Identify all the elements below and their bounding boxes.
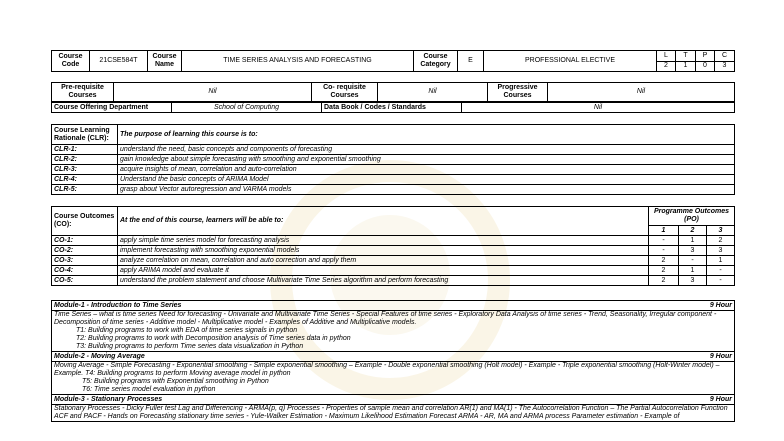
module-hours: 9 Hour — [709, 395, 732, 403]
department-table — [51, 102, 735, 113]
clr-text: Understand the basic concepts of ARIMA Model — [118, 175, 735, 185]
co-code: CO-5: — [52, 276, 118, 286]
module-title: Module-2 - Moving Average — [54, 352, 145, 360]
module-header — [52, 352, 735, 362]
co-code: CO-3: — [52, 256, 118, 266]
lab-item: T5: Building programs with Exponential smoothing in Python — [82, 378, 269, 385]
department-value: School of Computing — [172, 103, 322, 113]
po-value: - — [679, 256, 707, 266]
module-hours: 9 Hour — [709, 301, 732, 309]
module-title: Module-3 - Stationary Processes — [54, 395, 163, 403]
co-code: CO-1: — [52, 236, 118, 246]
ltpc-value-l: 2 — [657, 61, 676, 72]
module-header — [52, 301, 735, 311]
po-value: 1 — [679, 236, 707, 246]
co-text: apply ARIMA model and evaluate it — [118, 266, 649, 276]
progressive-value: Nil — [548, 83, 735, 102]
module-body — [52, 362, 735, 395]
module-content: Stationary Processes - Dicky Fuller test Lag and Differencing - ARMA(p, q) Processes - Properties of sample mean and correlation AR(1) and MA(1) - The Autocorrelation Function – The Partial Autocorrelation Function ACF and PACF - Hands on Forecasting stationary time series - Yule-Walker Estimation - Maximum Likelihood Estimation Forecast ARMA - AR, MA and ARMA process Parameter estimation - Example of — [54, 405, 728, 420]
corequisite-value: Nil — [378, 83, 488, 102]
co-intro: At the end of this course, learners will be able to: — [118, 207, 649, 236]
co-text: implement forecasting with smoothing exponential models — [118, 246, 649, 256]
ltpc-label-l: L — [657, 51, 676, 62]
co-label: Course Outcomes (CO): — [52, 207, 118, 236]
module-title: Module-1 - Introduction to Time Series — [54, 301, 182, 309]
lab-item: T6: Time series model evaluation in python — [82, 386, 216, 393]
module-body — [52, 405, 735, 422]
ltpc-label-p: P — [696, 51, 715, 62]
co-text: understand the problem statement and choose Multivariate Time Series algorithm and perform forecasting — [118, 276, 649, 286]
po-header: Programme Outcomes (PO) — [649, 207, 735, 226]
course-category: E — [458, 51, 484, 72]
clr-label: Course Learning Rationale (CLR): — [52, 125, 118, 145]
course-header-table — [51, 50, 735, 72]
modules-table — [51, 300, 735, 422]
po-value: - — [649, 246, 679, 256]
lab-item: T1: Building programs to work with EDA of time series signals in python — [76, 327, 298, 334]
clr-code: CLR-2: — [52, 155, 118, 165]
co-text: analyze correlation on mean, correlation and auto correction and apply them — [118, 256, 649, 266]
po-value: 2 — [649, 256, 679, 266]
clr-code: CLR-1: — [52, 145, 118, 155]
po-value: - — [707, 266, 735, 276]
po-value: - — [707, 276, 735, 286]
progressive-label: Progressive Courses — [488, 83, 548, 102]
clr-text: understand the need, basic concepts and components of forecasting — [118, 145, 735, 155]
course-code: 21CSE584T — [90, 51, 148, 72]
ltpc-label-c: C — [715, 51, 735, 62]
prerequisite-label: Pre-requisite Courses — [52, 83, 114, 102]
databook-value: Nil — [462, 103, 735, 113]
co-text: apply simple time series model for forecasting analysis — [118, 236, 649, 246]
module-content: Moving Average - Simple Forecasting - Exponential smoothing - Simple exponential smoothing – Example - Double exponential smoothing (Holt model) - Example - Triple exponential smoothing (Holt-Winter model) – Example. — [54, 362, 720, 377]
lab-item: T4: Building programs to perform Moving average model in python — [85, 370, 291, 377]
ltpc-label-t: T — [676, 51, 696, 62]
module-header — [52, 395, 735, 405]
clr-code: CLR-5: — [52, 185, 118, 195]
po-value: 2 — [649, 266, 679, 276]
co-code: CO-4: — [52, 266, 118, 276]
clr-text: grasp about Vector autoregression and VARMA models — [118, 185, 735, 195]
databook-label: Data Book / Codes / Standards — [322, 103, 462, 113]
course-category-label: Course Category — [414, 51, 458, 72]
ltpc-value-c: 3 — [715, 61, 735, 72]
lab-item: T3: Building programs to perform Time series data visualization in Python — [76, 343, 304, 350]
course-outcomes-table — [51, 206, 735, 286]
co-code: CO-2: — [52, 246, 118, 256]
po-value: 2 — [649, 276, 679, 286]
po-col: 1 — [649, 226, 679, 236]
prerequisite-value: Nil — [114, 83, 312, 102]
po-value: 2 — [707, 236, 735, 246]
module-body — [52, 311, 735, 352]
ltpc-value-p: 0 — [696, 61, 715, 72]
lab-item: T2: Building programs to work with Decomposition analysis of Time series data in python — [76, 335, 351, 342]
clr-code: CLR-3: — [52, 165, 118, 175]
po-value: 3 — [679, 246, 707, 256]
po-value: 1 — [679, 266, 707, 276]
po-value: - — [649, 236, 679, 246]
prerequisite-table — [51, 82, 735, 102]
clr-text: gain knowledge about simple forecasting with smoothing and exponential smoothing — [118, 155, 735, 165]
module-hours: 9 Hour — [709, 352, 732, 360]
clr-code: CLR-4: — [52, 175, 118, 185]
module-content: Time Series – what is time series Need for forecasting - Univariate and Multivariate Time Series - Special Features of time series - Exploratory Data Analysis of time series - Trend, Seasonality, Irregular component - Decomposition of time series - Additive model - Multiplicative model - Examples of Additive and Multiplicative models. — [54, 311, 717, 326]
ltpc-value-t: 1 — [676, 61, 696, 72]
po-col: 3 — [707, 226, 735, 236]
department-label: Course Offering Department — [52, 103, 172, 113]
clr-purpose: The purpose of learning this course is to: — [118, 125, 735, 145]
corequisite-label: Co- requisite Courses — [312, 83, 378, 102]
course-name-label: Course Name — [148, 51, 182, 72]
po-value: 3 — [707, 246, 735, 256]
po-col: 2 — [679, 226, 707, 236]
course-name: TIME SERIES ANALYSIS AND FORECASTING — [182, 51, 414, 72]
po-value: 3 — [679, 276, 707, 286]
course-code-label: Course Code — [52, 51, 90, 72]
category-name: PROFESSIONAL ELECTIVE — [484, 51, 657, 72]
clr-text: acquire insights of mean, correlation and auto-correlation — [118, 165, 735, 175]
clr-table — [51, 124, 735, 195]
po-value: 1 — [707, 256, 735, 266]
